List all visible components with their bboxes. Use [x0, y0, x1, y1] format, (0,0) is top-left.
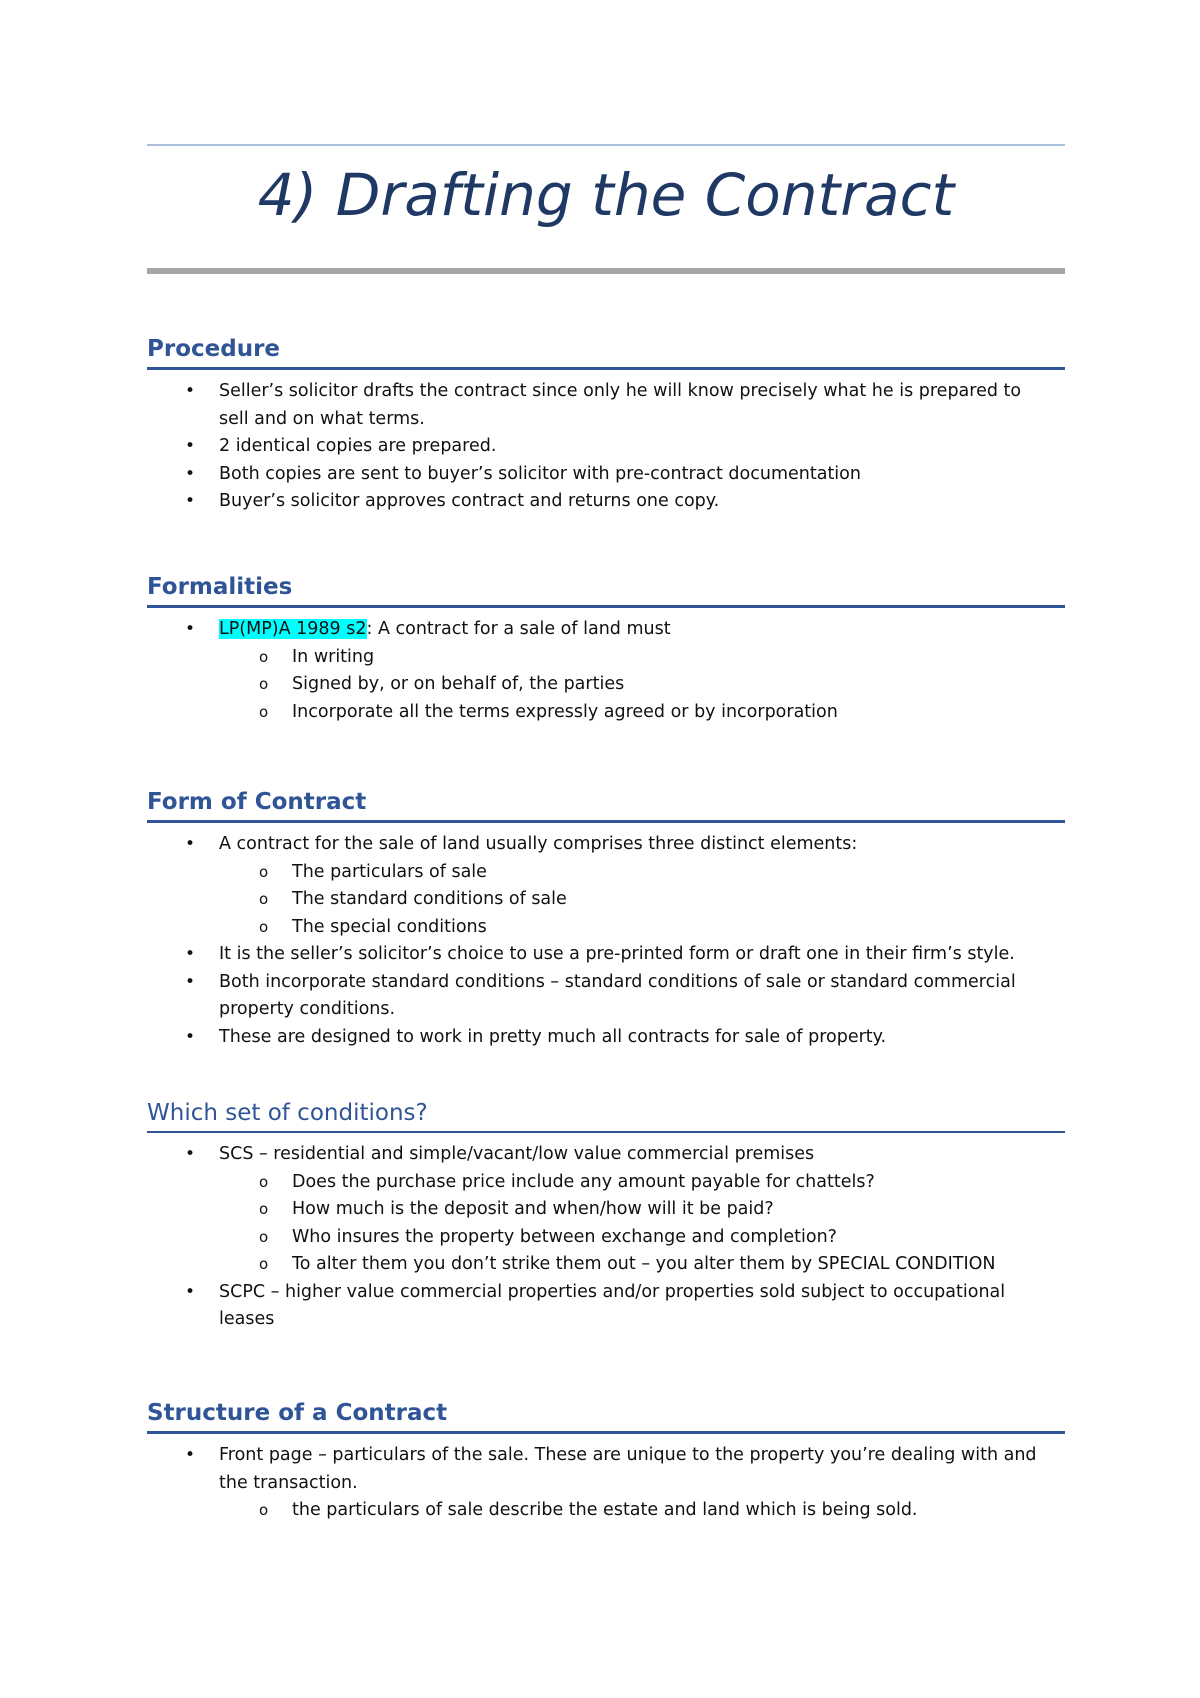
sub-list-item [147, 886, 1065, 914]
bullet-icon: • [185, 1445, 196, 1465]
list-item-continuation [147, 406, 1065, 434]
document-title: 4) Drafting the Contract [257, 161, 955, 229]
bullet-icon: • [185, 491, 196, 511]
sub-list-item [147, 1251, 1065, 1279]
sub-list-item [147, 1224, 1065, 1252]
list-item [147, 461, 1065, 489]
title-bottom-rule [147, 268, 1065, 274]
list-item-text: Incorporate all the terms expressly agreed or by incorporation [292, 701, 838, 722]
list-item-text: It is the seller’s solicitor’s choice to use a pre-printed form or draft one in their firm’s style. [219, 944, 1015, 964]
list-item [147, 1141, 1065, 1169]
sub-bullet-icon: o [259, 702, 269, 721]
list-item-text: Buyer’s solicitor approves contract and returns one copy. [219, 491, 720, 511]
list-item-text: SCPC – higher value commercial properties and/or properties sold subject to occupational [219, 1281, 1006, 1302]
sub-list-item [147, 1169, 1065, 1197]
bullet-icon: • [185, 1281, 196, 1302]
bullet-icon: • [185, 1144, 196, 1164]
list-item-continuation [147, 1470, 1065, 1498]
list-item-continuation [147, 996, 1065, 1024]
section-form-of-contract [147, 787, 1065, 1051]
list-item-text: Both copies are sent to buyer’s solicitor with pre-contract documentation [219, 463, 861, 484]
heading-rule [147, 1431, 1065, 1434]
sub-bullet-icon: o [259, 890, 269, 908]
section-heading: Structure of a Contract [147, 1400, 448, 1426]
sub-bullet-icon: o [259, 1501, 269, 1519]
sub-bullet-icon: o [259, 647, 269, 666]
list-item-continuation [147, 1306, 1065, 1334]
sub-bullet-icon: o [259, 917, 269, 936]
list-item [147, 616, 1065, 644]
heading-rule [147, 605, 1065, 608]
heading-rule [147, 820, 1065, 823]
bullet-icon: • [185, 971, 196, 992]
list-item-text: In writing [292, 646, 375, 667]
list-item-text: sell and on what terms. [219, 408, 425, 429]
list-item-text: leases [219, 1309, 275, 1329]
sub-bullet-icon: o [259, 1227, 269, 1246]
list-item [147, 969, 1065, 997]
list-item-text: Both incorporate standard conditions – standard conditions of sale or standard commercial [219, 971, 1016, 992]
sub-list-item [147, 671, 1065, 699]
bullet-icon: • [185, 619, 196, 639]
sub-list-item [147, 859, 1065, 887]
list-item [147, 831, 1065, 859]
bullet-icon: • [185, 381, 196, 401]
list-item-text: To alter them you don’t strike them out – you alter them by SPECIAL CONDITION [292, 1254, 996, 1274]
list-item-text: Who insures the property between exchange and completion? [292, 1226, 837, 1247]
bullet-icon: • [185, 944, 196, 964]
bullet-list [147, 616, 1065, 726]
section-heading: Formalities [147, 574, 293, 600]
list-item-text: SCS – residential and simple/vacant/low value commercial premises [219, 1144, 815, 1164]
sub-bullet-icon: o [259, 1172, 269, 1191]
list-item-text: Signed by, or on behalf of, the parties [292, 674, 625, 694]
heading-rule [147, 1131, 1065, 1133]
statute-reference: LP(MP)A 1989 s2 [219, 619, 367, 639]
list-item-text: the particulars of sale describe the estate and land which is being sold. [292, 1500, 918, 1520]
bullet-icon: • [185, 463, 196, 484]
sub-list-item [147, 1196, 1065, 1224]
title-top-rule [147, 144, 1065, 146]
sub-list-item [147, 914, 1065, 942]
list-item [147, 941, 1065, 969]
bullet-icon: • [185, 834, 196, 854]
list-item [147, 378, 1065, 406]
sub-bullet-icon: o [259, 1255, 269, 1273]
sub-list-item [147, 1497, 1065, 1525]
section-formalities [147, 572, 1065, 726]
list-item [147, 488, 1065, 516]
list-item [147, 1442, 1065, 1470]
list-item-text: The particulars of sale [292, 861, 487, 882]
sub-list-item [147, 644, 1065, 672]
list-item-text: : A contract for a sale of land must [366, 619, 671, 639]
section-which-set-of-conditions [147, 1098, 1065, 1334]
list-item-text: How much is the deposit and when/how will it be paid? [292, 1199, 774, 1219]
list-item-text: The standard conditions of sale [292, 889, 567, 909]
list-item-text: the transaction. [219, 1472, 358, 1493]
list-item-text: The special conditions [292, 916, 487, 937]
bullet-icon: • [185, 436, 196, 456]
section-heading: Procedure [147, 336, 281, 362]
bullet-list [147, 1442, 1065, 1525]
section-heading: Form of Contract [147, 789, 367, 815]
section-structure-of-a-contract [147, 1398, 1065, 1525]
list-item-text: These are designed to work in pretty much all contracts for sale of property. [219, 1026, 887, 1047]
list-item [147, 1024, 1065, 1052]
list-item-text: 2 identical copies are prepared. [219, 436, 497, 456]
sub-bullet-icon: o [259, 1200, 269, 1218]
list-item [147, 1279, 1065, 1307]
sub-bullet-icon: o [259, 675, 269, 693]
list-item-text: property conditions. [219, 999, 396, 1019]
list-item-text: Does the purchase price include any amount payable for chattels? [292, 1171, 875, 1192]
section-procedure [147, 334, 1065, 516]
section-heading: Which set of conditions? [147, 1100, 428, 1126]
bullet-list [147, 831, 1065, 1051]
sub-bullet-icon: o [259, 862, 269, 881]
list-item [147, 433, 1065, 461]
list-item-text: Front page – particulars of the sale. These are unique to the property you’re dealing with and [219, 1445, 1037, 1465]
list-item-text: A contract for the sale of land usually comprises three distinct elements: [219, 834, 858, 854]
bullet-list [147, 378, 1065, 516]
heading-rule [147, 367, 1065, 370]
bullet-list [147, 1141, 1065, 1334]
list-item-text: Seller’s solicitor drafts the contract since only he will know precisely what he is prepared to [219, 381, 1022, 401]
sub-list-item [147, 699, 1065, 727]
bullet-icon: • [185, 1026, 196, 1047]
